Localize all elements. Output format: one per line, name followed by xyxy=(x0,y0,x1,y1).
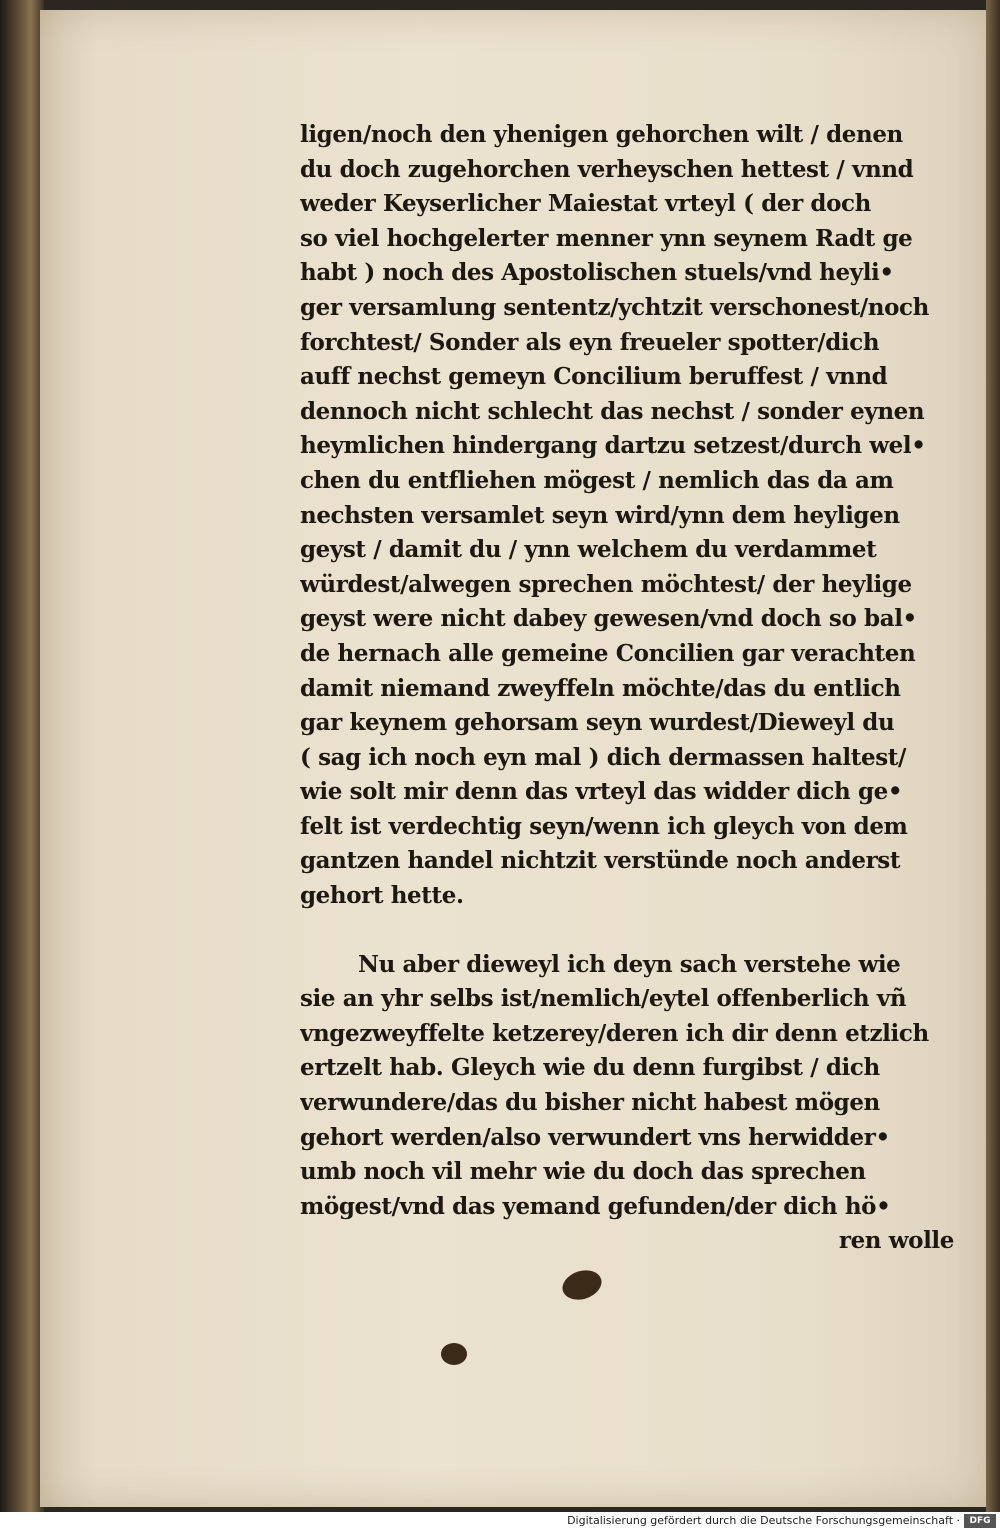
text-block xyxy=(300,118,960,1259)
paragraph-2 xyxy=(300,948,960,1225)
ink-blot xyxy=(441,1343,467,1365)
text-line: so viel hochgelerter menner ynn seynem Radt ge xyxy=(300,224,913,252)
text-line: gar keynem gehorsam seyn wurdest/Dieweyl du xyxy=(300,709,895,737)
text-line: forchtest/ Sonder als eyn freueler spotter/dich xyxy=(300,328,880,356)
text-line: damit niemand zweyffeln möchte/das du entlich xyxy=(300,674,901,702)
text-line: ligen/noch den yhenigen gehorchen wilt / denen xyxy=(300,121,903,148)
text-line: habt ) noch des Apostolischen stuels/vnd heyli• xyxy=(300,259,894,287)
text-line: ger versamlung sententz/ychtzit verschonest/noch xyxy=(300,293,929,321)
text-line: wie solt mir denn das vrteyl das widder dich ge• xyxy=(300,778,903,806)
text-line: geyst / damit du / ynn welchem du verdammet xyxy=(300,536,877,564)
text-line: weder Keyserlicher Maiestat vrteyl ( der doch xyxy=(300,190,871,218)
text-line: dennoch nicht schlecht das nechst / sonder eynen xyxy=(300,397,925,425)
text-line: Nu aber dieweyl ich deyn sach verstehe wie xyxy=(358,950,901,978)
text-line: würdest/alwegen sprechen möchtest/ der heylige xyxy=(300,570,912,598)
text-line: vngezweyffelte ketzerey/deren ich dir denn etzlich xyxy=(300,1019,929,1047)
text-line: sie an yhr selbs ist/nemlich/eytel offenberlich vñ xyxy=(300,985,907,1013)
catchword: ren wolle xyxy=(838,1227,954,1255)
text-line: ( sag ich noch eyn mal ) dich dermassen haltest/ xyxy=(300,743,906,771)
footer-bar xyxy=(0,1512,1000,1531)
text-line: gehort werden/also verwundert vns herwidder• xyxy=(300,1123,890,1151)
text-line: gehort hette. xyxy=(300,882,464,910)
page-edge xyxy=(986,0,1000,1512)
text-line: gantzen handel nichtzit verstünde noch anderst xyxy=(300,847,901,875)
text-line: geyst were nicht dabey gewesen/vnd doch so bal• xyxy=(300,605,917,633)
text-line: auff nechst gemeyn Concilium beruffest / vnnd xyxy=(300,363,888,391)
text-line: ertzelt hab. Gleych wie du denn furgibst / dich xyxy=(300,1054,880,1082)
funding-credit: Digitalisierung gefördert durch die Deutsche Forschungsgemeinschaft · xyxy=(567,1514,960,1527)
text-line: nechsten versamlet seyn wird/ynn dem heyligen xyxy=(300,501,900,529)
text-line: du doch zugehorchen verheyschen hettest / vnnd xyxy=(300,155,914,183)
dfg-logo-icon: DFG xyxy=(964,1514,996,1528)
text-line: de hernach alle gemeine Concilien gar verachten xyxy=(300,639,916,667)
text-line: felt ist verdechtig seyn/wenn ich gleych von dem xyxy=(300,812,908,840)
text-line: heymlichen hindergang dartzu setzest/durch wel• xyxy=(300,432,926,460)
text-line: umb noch vil mehr wie du doch das sprechen xyxy=(300,1158,866,1186)
text-line: chen du entfliehen mögest / nemlich das da am xyxy=(300,466,894,494)
paragraph-1 xyxy=(300,118,960,914)
book-spine xyxy=(0,0,44,1512)
text-line: verwundere/das du bisher nicht habest mögen xyxy=(300,1089,880,1117)
text-line: mögest/vnd das yemand gefunden/der dich hö• xyxy=(300,1192,891,1220)
